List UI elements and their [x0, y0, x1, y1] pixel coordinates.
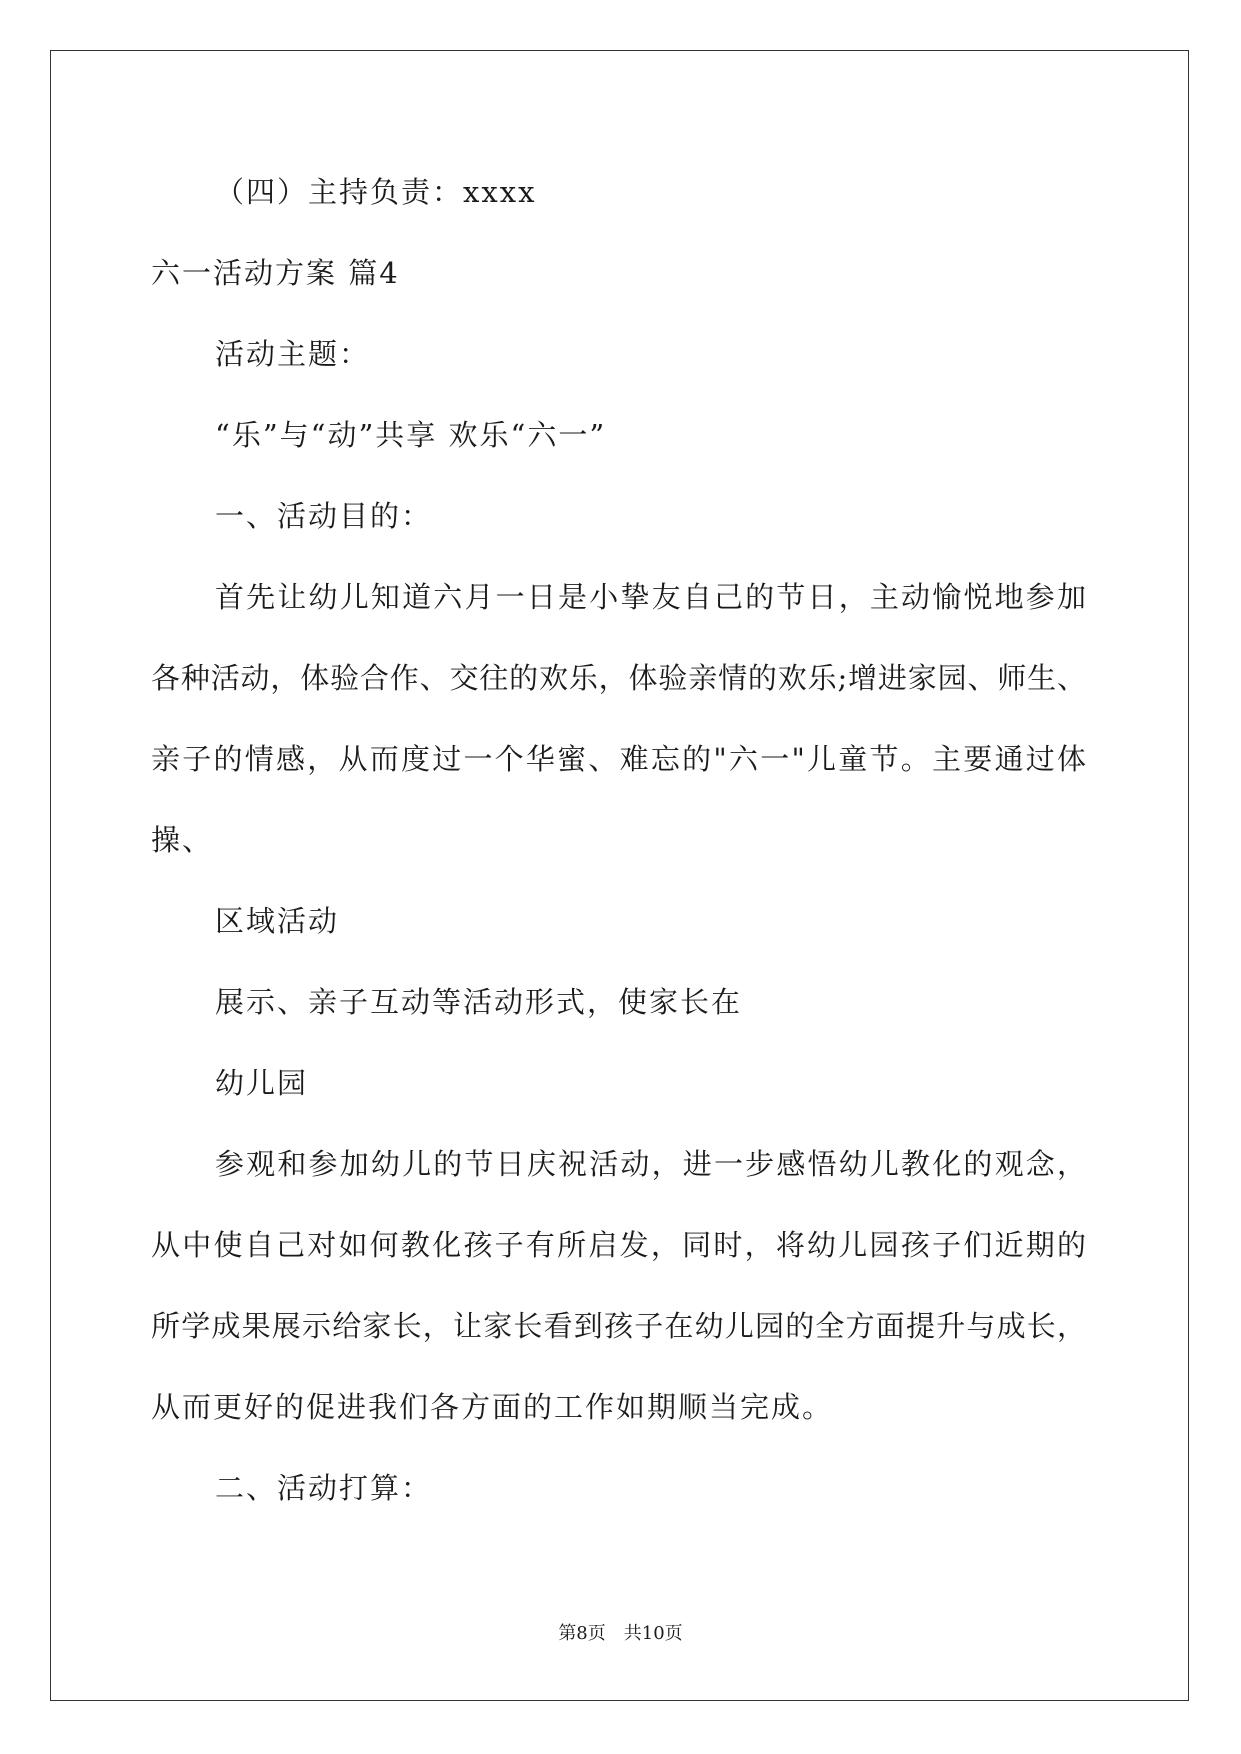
paragraph-line: 幼儿园	[215, 1066, 309, 1100]
paragraph-line: 首先让幼儿知道六月一日是小挚友自己的节日，主动愉悦地参加	[215, 580, 1086, 614]
page-number: 第8页 共10页	[558, 1623, 683, 1644]
paragraph-line: 操、	[151, 823, 214, 857]
host-line: （四）主持负责：xxxx	[215, 175, 537, 209]
paragraph-line: 从中使自己对如何教化孩子有所启发，同时，将幼儿园孩子们近期的	[151, 1228, 1086, 1262]
theme-text: “乐”与“动”共享 欢乐“六一”	[215, 418, 607, 452]
paragraph-line: 所学成果展示给家长，让家长看到孩子在幼儿园的全方面提升与成长，	[151, 1309, 1086, 1343]
plan-heading: 二、活动打算：	[215, 1471, 433, 1505]
paragraph-line: 亲子的情感，从而度过一个华蜜、难忘的"六一"儿童节。主要通过体	[151, 742, 1086, 776]
section-heading: 六一活动方案 篇4	[151, 256, 400, 290]
paragraph-line: 展示、亲子互动等活动形式，使家长在	[215, 985, 743, 1019]
paragraph-line: 各种活动，体验合作、交往的欢乐，体验亲情的欢乐;增进家园、师生、	[151, 661, 1086, 695]
paragraph-line: 区域活动	[215, 904, 340, 938]
paragraph-line: 参观和参加幼儿的节日庆祝活动，进一步感悟幼儿教化的观念，	[215, 1147, 1086, 1181]
theme-label: 活动主题：	[215, 337, 371, 371]
paragraph-line: 从而更好的促进我们各方面的工作如期顺当完成。	[151, 1390, 834, 1424]
page-border	[50, 50, 1189, 1701]
purpose-heading: 一、活动目的：	[215, 499, 433, 533]
